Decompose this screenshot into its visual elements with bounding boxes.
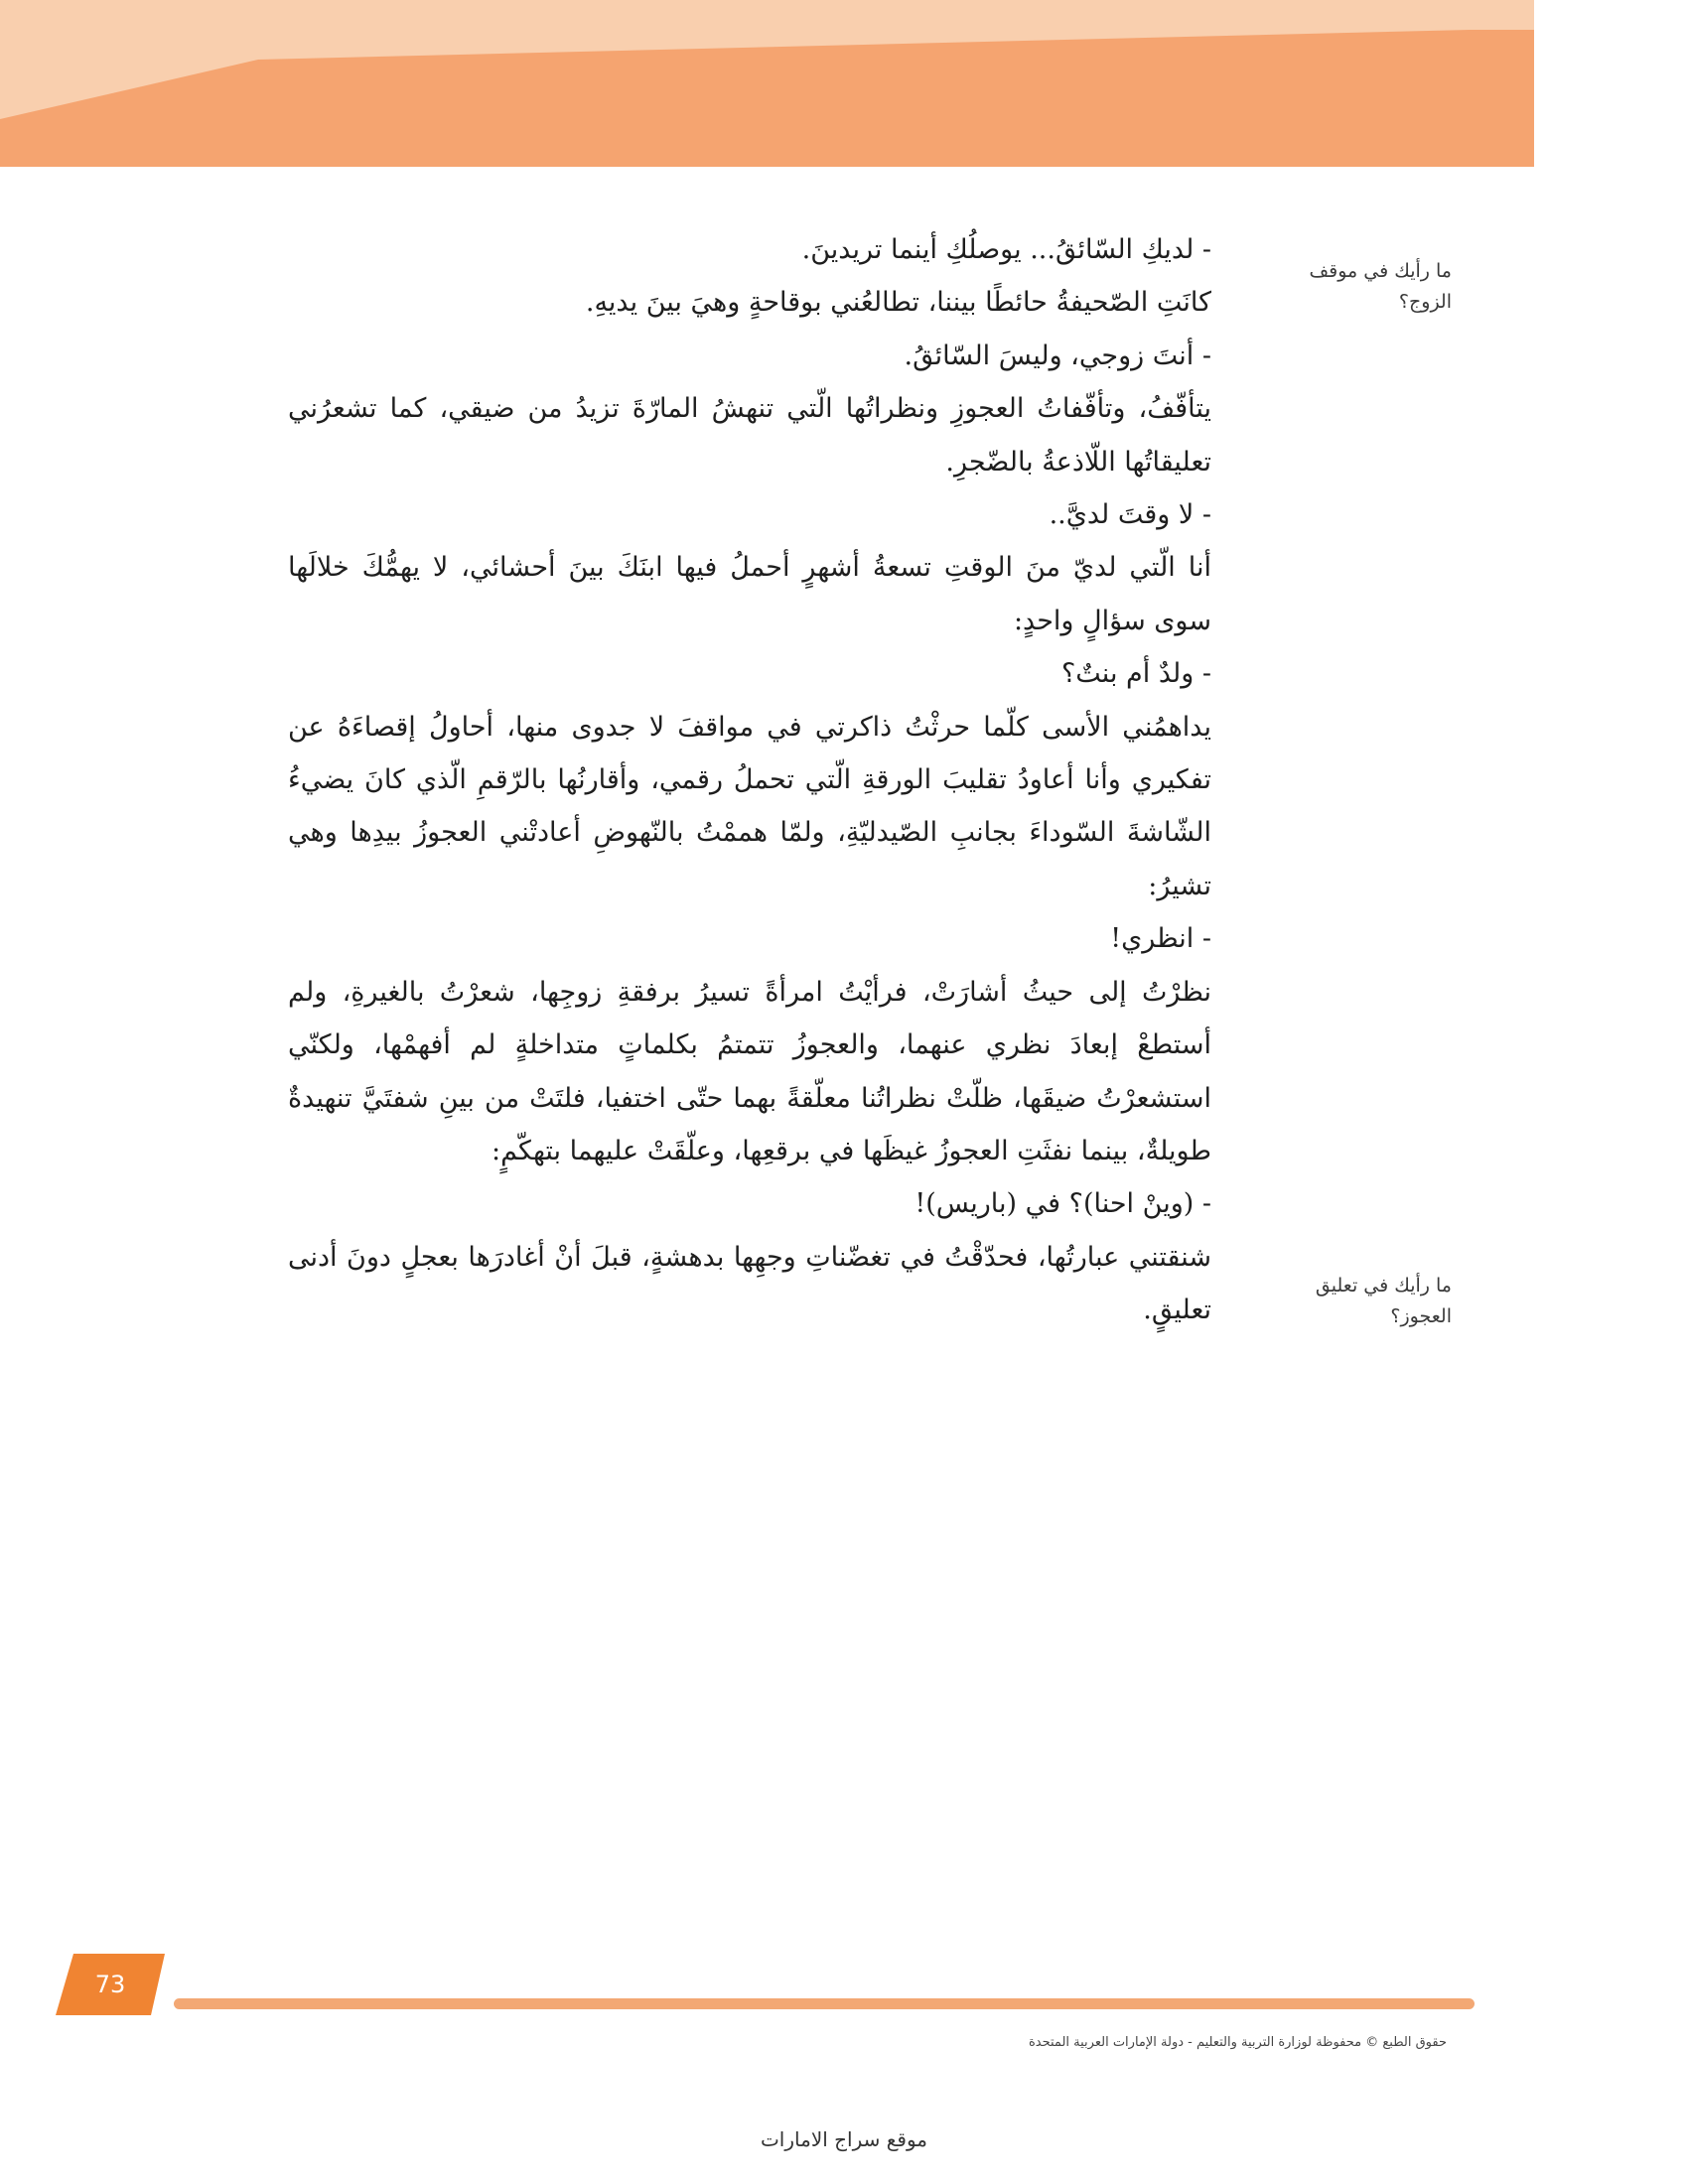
footer-divider	[174, 1998, 1475, 2009]
copyright-notice: حقوق الطبع © محفوظة لوزارة التربية والتعليم - دولة الإمارات العربية المتحدة	[1028, 2035, 1447, 2050]
story-paragraph: - أنتَ زوجي، وليسَ السّائقُ.	[904, 340, 1211, 371]
header-banner	[0, 0, 1534, 167]
story-paragraph: أنا الّتي لديّ منَ الوقتِ تسعةُ أشهرٍ أحملُ فيها ابنَكَ بينَ أحشائي، لا يهمُّكَ خلالَها سوى سؤالٍ واحدٍ:	[288, 552, 1211, 636]
story-paragraph: - انظري!	[1110, 923, 1211, 955]
story-text	[288, 223, 1211, 1337]
story-paragraph: - لا وقتَ لديَّ..	[1049, 499, 1211, 531]
story-paragraph: شنقتني عبارتُها، فحدّقْتُ في تغضّناتِ وجهِها بدهشةٍ، قبلَ أنْ أغادرَها بعجلٍ دونَ أدنى تعليقٍ.	[288, 1241, 1211, 1326]
header-banner-shape	[0, 0, 1534, 167]
story-paragraph: كانَتِ الصّحيفةُ حائطًا بيننا، تطالعُني بوقاحةٍ وهيَ بينَ يديهِ.	[585, 287, 1211, 319]
story-paragraph: - ولدٌ أم بنتٌ؟	[1060, 658, 1211, 690]
story-paragraph: يداهمُني الأسى كلّما حرثْتُ ذاكرتي في مواقفَ لا جدوى منها، أحاولُ إقصاءَهُ عن تفكيري وأنا أعاودُ تقليبَ الورقةِ الّتي تحملُ رقمي، وأقارنُها بالرّقمِ الّذي كانَ يضيءُ الشّاشةَ السّوداءَ بجانبِ الصّيدليّةِ، ولمّا هممْتُ بالنّهوضِ أعادتْني العجوزُ بيدِها وهي تشيرُ:	[288, 711, 1211, 901]
margin-question-old-woman: ما رأيك في تعليق العجوز؟	[1315, 1275, 1452, 1327]
story-paragraph: - (وينْ احنا)؟ في (باريس)!	[914, 1188, 1211, 1220]
page-number: 73	[94, 1971, 126, 1998]
story-paragraph: يتأفّفُ، وتأفّفاتُ العجوزِ ونظراتُها الّتي تنهشُ المارّةَ تزيدُ من ضيقي، كما تشعرُني تعليقاتُها اللّاذعةُ بالضّجرِ.	[288, 393, 1211, 478]
story-paragraph: نظرْتُ إلى حيثُ أشارَتْ، فرأيْتُ امرأةً تسيرُ برفقةِ زوجِها، شعرْتُ بالغيرةِ، ولم أستطعْ إبعادَ نظري عنهما، والعجوزُ تتمتمُ بكلماتٍ متداخلةٍ لم أفهمْها، ولكنّي استشعرْتُ ضيقَها، ظلّتْ نظراتُنا معلّقةً بهما حتّى اختفيا، فلتَتْ من بينِ شفتَيَّ تنهيدةٌ طويلةٌ، بينما نفثَتِ العجوزُ غيظَها في برقعِها، وعلّقَتْ عليهما بتهكّمٍ:	[288, 976, 1211, 1166]
story-paragraph: - لديكِ السّائقُ... يوصلُكِ أينما تريدينَ.	[801, 234, 1211, 265]
margin-question-husband: ما رأيك في موقف الزوج؟	[1309, 260, 1452, 313]
page-number-tab	[56, 1954, 165, 2015]
site-credit: موقع سراج الامارات	[760, 2127, 928, 2151]
